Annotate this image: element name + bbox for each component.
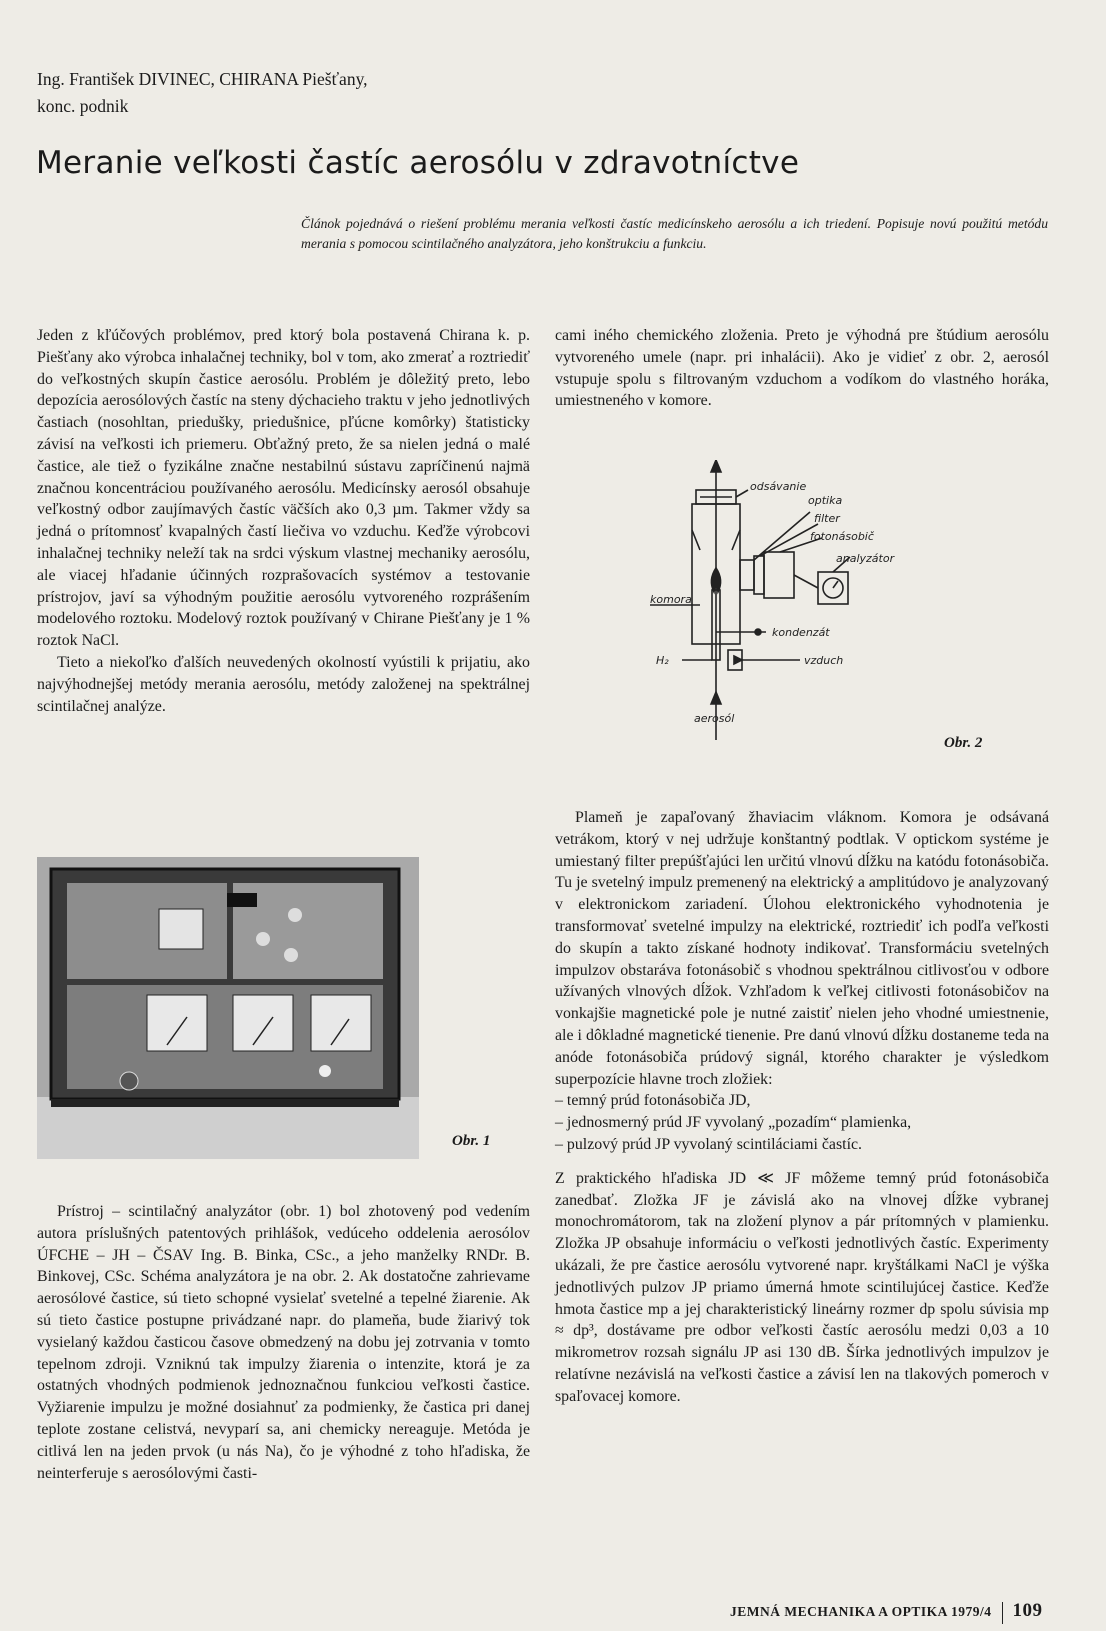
label-fotonasobic: fotonásobič — [810, 530, 874, 543]
paragraph: Plameň je zapaľovaný žhaviacim vláknom. Komora je odsávaná vetrákom, ktorý v nej udržuje konštantný podtlak. V optickom systéme je umiestaný filter prepúšťajúci len určitú vlnovú dĺžku na katódu fotonásobiča. Tu je svetelný impulz premenený na elektrický a amplitúdovo je analyzovaný v elektronickom zariadení. Úlohou elektronického vyhodnotenia je transformovať svetelné impulzy na elektrické, roztriediť ich podľa veľkosti do skupín a takto získané hodnoty indikovať. Transformáciu svetelných impulzov obstaráva fotonásobič s vhodnou spektrálnou citlivosťou v odbore užívaných vlnových dĺžok. Vzhľadom k veľkej citlivosti fotonásobičov na vonkajšie magnetické pole je nutné zaistiť nielen jeho vhodné umiestnenie, ale i dôkladné magnetické tienenie. Pre danú vlnovú dĺžku dostaneme teda na anóde fotonásobiča prúdový signál, ktorého charakter je výsledkom superpozície hlavne troch zložiek: — [555, 809, 1049, 1088]
meter-icon — [159, 909, 203, 949]
abstract: Článok pojednává o riešení problému merania veľkosti častíc medicínskeho aerosólu a ich triedení. Popisuje novú použitú metódu merania s pomocou scintilačného analyzátora, jeho konštrukciu a funkciu. — [301, 216, 1048, 251]
column-left-bottom — [37, 1201, 530, 1484]
paragraph: cami iného chemického zloženia. Preto je výhodná pre štúdium aerosólu vytvoreného umele (napr. pri inhalácii). Ako je vidieť z obr. 2, aerosól vstupuje spolu s filtrovaným vzduchom a vodíkom do vlastného horáka, umiestneného v komore. — [555, 327, 1049, 410]
article-title: Meranie veľkosti častíc aerosólu v zdravotníctve — [36, 145, 800, 181]
label-odsavanie: odsávanie — [750, 480, 807, 493]
arrow-up — [711, 460, 721, 472]
meter-icon — [311, 995, 371, 1051]
label-komora: komora — [650, 593, 692, 606]
figure-2-schematic — [650, 460, 950, 750]
list-item: – temný prúd fotonásobiča JD, — [555, 1092, 751, 1110]
label-optika: optika — [808, 494, 843, 507]
page-number: 109 — [1012, 1600, 1043, 1621]
meter-icon — [147, 995, 207, 1051]
photomultiplier-block — [764, 552, 794, 598]
knob-icon — [120, 1072, 138, 1090]
figure-1-photo — [37, 857, 419, 1159]
column-right-bottom — [555, 807, 1049, 1408]
knob-icon — [284, 948, 298, 962]
label-analyzator: analyzátor — [836, 552, 895, 565]
knob-icon — [288, 908, 302, 922]
figure-1-caption: Obr. 1 — [452, 1133, 491, 1149]
knob-icon — [319, 1065, 331, 1077]
column-left-top — [37, 325, 530, 717]
journal-name: JEMNÁ MECHANIKA A OPTIKA 1979/4 — [730, 1604, 992, 1619]
list-item: – pulzový prúd JP vyvolaný scintiláciami častíc. — [555, 1135, 863, 1153]
paragraph: Prístroj – scintilačný analyzátor (obr. 1) bol zhotovený pod vedením autora príslušných patentových prihlášok, vedúceho oddelenia aerosólov ÚFCHE – JH – ČSAV Ing. B. Binka, CSc., a jeho manželky RNDr. B. Binkovej, CSc. Schéma analyzátora je na obr. 2. Ak dostatočne zahrievame aerosólové častice, sú tieto schopné vysielať svetelné a tepelné žiarenie. Ak sú tieto častice postupne privádzané napr. do plameňa, bude žiarivý tok vysielaný každou časticou časove obmedzený na dobu jej zotrvania v tomto tepelnom zdroji. Vzniknú tak impulzy žiarenia o intenzite, ktorá je za ostatných vhodných podmienok jednoznačnou funkciou veľkosti častice. Vyžiarenie impulzu je možné dosiahnuť za podmienky, že častica pri danej teplote zostane celistvá, nevyparí sa, ani chemicky nereaguje. Metóda je citlivá len na jeden prvok (u nás Na), čo je výhodné z toho hľadiska, že neinterferuje s aerosólovými časti- — [37, 1203, 530, 1482]
label-aerosol: aerosól — [694, 712, 735, 725]
page-footer — [730, 1600, 1043, 1624]
paragraph: Jeden z kľúčových problémov, pred ktorý bola postavená Chirana k. p. Piešťany ako výrobca inhalačnej techniky, bol v tom, ako zmerať a roztriediť do veľkostných skupín častice aerosólu. Problém je dôležitý preto, lebo depozícia aerosólových častíc na steny dýchacieho traktu v jeho jednotlivých častiach (nosohltan, priedušky, priedušnice, pľúcne komôrky) štatisticky závisí na veľkosti ich priemeru. Obťažný preto, že sa nielen jedná o malé častice, ale tiež o fyzikálne značne nestabilnú sústavu zapríčinenú najmä značnou koncentráciou používaného aerosólu. Medicínsky aerosól obsahuje veľkostný odbor zaujímavých častíc väčších ako 0,3 µm. Takmer vždy sa jedná o prítomnosť kvapalných častí liečiva vo vzduchu. Keďže výrobcovi inhalačnej techniky neleží tak na srdci výskum vlastnej mechaniky aerosólu, ale viacej hľadanie účinných rozprašovacích systémov a testovanie prístrojov, javí sa výhodným použitie aerosólu vytvoreného rozprášením modelového roztoku. Modelový roztok používaný v Chirane Piešťany je 1 % roztok NaCl. — [37, 327, 530, 650]
optics-block — [740, 560, 754, 590]
paragraph: Tieto a niekoľko ďalších neuvedených okolností vyústili k prijatiu, ako najvýhodnejšej metódy merania aerosólu, metódy založenej na spektrálnej scintilačnej analýze. — [37, 653, 530, 715]
column-right-top — [555, 325, 1049, 412]
paragraph: Z praktického hľadiska JD ≪ JF môžeme temný prúd fotonásobiča zanedbať. Zložka JF je závislá ako na vlnovej dĺžke vybranej monochromátorom, tak na zložení plynov a pár prítomných v plamienku. Zložka JP obsahuje informáciu o veľkosti jednotlivých častíc. Experimenty ukázali, že pre častice aerosólu vytvorené napr. kryštálkami NaCl je výška jednotlivých pulzov JP priamo úmerná hmote scintilujúcej častice. Keďže hmota častice mp a jej charakteristický lineárny rozmer dp spolu súvisia mp ≈ dp³, dostávame pre odbor veľkosti častíc aerosólu medzi 0,03 a 10 mikrometrov rozsah signálu JP asi 130 dB. Šírka jednotlivých impulzov je relatívne nezávislá na veľkosti častice a závisí len na tlakových pomeroch v spaľovacej komore. — [555, 1169, 1049, 1405]
label-vzduch: vzduch — [804, 654, 844, 667]
label-h2: H₂ — [656, 654, 669, 667]
author-affiliation: konc. podnik — [37, 96, 129, 116]
list-item: – jednosmerný prúd JF vyvolaný „pozadím“ plamienka, — [555, 1114, 912, 1132]
figure-2-caption: Obr. 2 — [944, 735, 983, 751]
meter-icon — [233, 995, 293, 1051]
author-block — [37, 66, 637, 120]
knob-icon — [256, 932, 270, 946]
label-filter: filter — [814, 512, 840, 525]
label-kondenzat: kondenzát — [772, 626, 830, 639]
author-line: Ing. František DIVINEC, CHIRANA Piešťany, — [37, 69, 368, 89]
